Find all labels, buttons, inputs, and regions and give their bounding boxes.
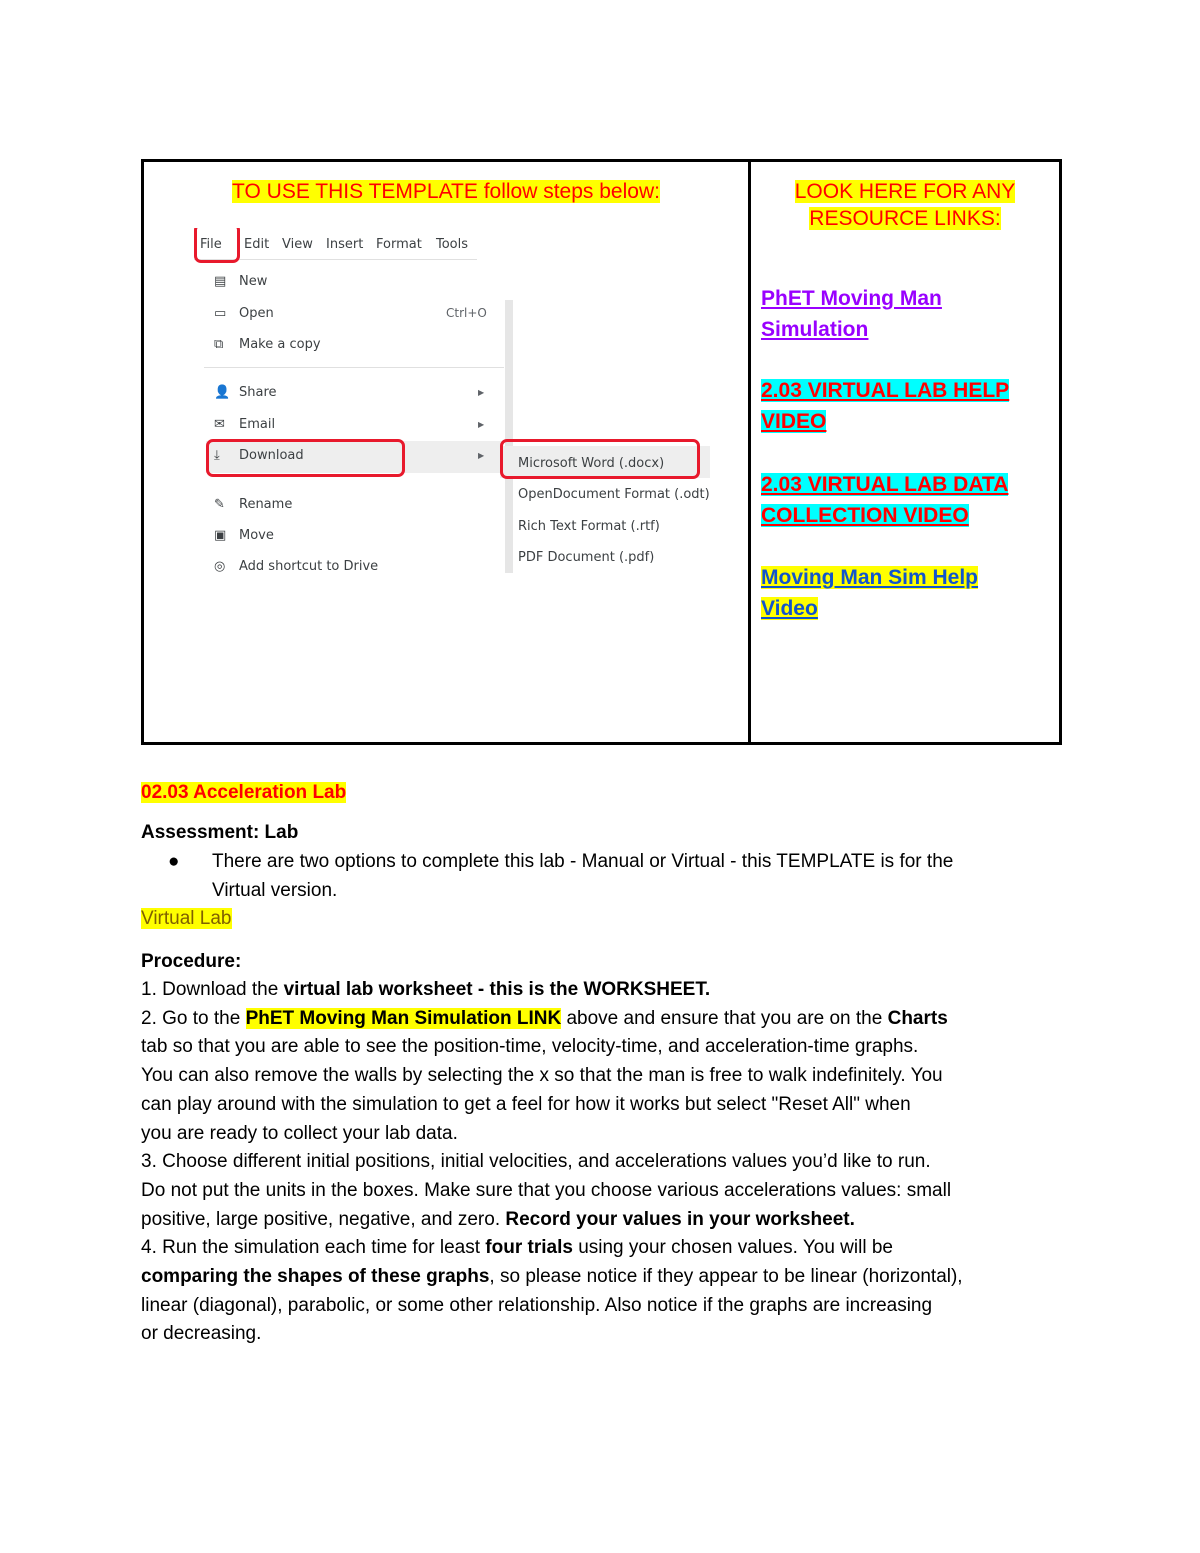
moving-man-sim-help-video-link[interactable]: Moving Man Sim Help Video <box>761 566 979 620</box>
share-person-icon: 👤 <box>214 385 231 400</box>
menubar-view-label: View <box>282 237 313 252</box>
menu-item-rename: ✎ Rename <box>214 497 293 512</box>
submenu-pdf: PDF Document (.pdf) <box>518 550 655 565</box>
lab-title: 02.03 Acceleration Lab <box>141 782 347 803</box>
assessment-label: Assessment: Lab <box>141 822 299 843</box>
virtual-lab-help-video-link[interactable]: 2.03 VIRTUAL LAB HELP VIDEO <box>761 379 1010 433</box>
new-doc-icon: ▤ <box>214 274 227 289</box>
step-2: 2. Go to the PhET Moving Man Simulation LINK above and ensure that you are on the Charts tab so that you are able to see the position-time, velocity-time, and acceleration-time graphs. You can also remove the walls by selecting the x so that the man is free to walk indefinitely. You can play around with the simulation to get a feel for how it works but select "Reset All" when you are ready to collect your lab data. <box>141 1007 948 1144</box>
instructions-heading: TO USE THIS TEMPLATE follow steps below: <box>232 180 660 203</box>
submenu-rtf: Rich Text Format (.rtf) <box>518 519 660 534</box>
pencil-icon: ✎ <box>214 497 225 512</box>
menu-item-move: ▣ Move <box>214 528 274 543</box>
open-shortcut: Ctrl+O <box>446 306 487 320</box>
drive-shortcut-icon: ◎ <box>214 559 226 573</box>
menu-item-add-shortcut: ◎ Add shortcut to Drive <box>214 559 379 573</box>
step-4: 4. Run the simulation each time for least four trials using your chosen values. You will be comparing the shapes of these graphs, so please notice if they appear to be linear (horizontal), linear (diagonal), parabolic, or some other relationship. Also notice if the graphs are increasing or decreasing. <box>141 1237 963 1345</box>
menubar-insert-label: Insert <box>326 237 364 252</box>
phet-simulation-link-ref: PhET Moving Man Simulation LINK <box>245 1007 562 1029</box>
menubar-tools-label: Tools <box>436 237 469 252</box>
menu-item-new: ▤ New <box>214 274 268 289</box>
menu-separator <box>204 367 504 368</box>
menu-item-email: ✉ Email <box>214 417 276 432</box>
menu-item-make-copy: ⧉ Make a copy <box>214 337 321 352</box>
procedure-steps <box>141 976 1066 1349</box>
resources-heading: LOOK HERE FOR ANY RESOURCE LINKS: <box>794 180 1016 230</box>
menu-item-download: ⤓ Download <box>214 448 304 463</box>
docx-callout-box <box>500 439 700 479</box>
file-callout-box <box>194 228 240 263</box>
virtual-lab-data-collection-video-link[interactable]: 2.03 VIRTUAL LAB DATA COLLECTION VIDEO <box>761 473 1009 527</box>
menubar-edit-label: Edit <box>244 237 270 252</box>
step-3: 3. Choose different initial positions, initial velocities, and accelerations values you’d like to run. Do not put the units in the boxes. Make sure that you choose various accelerations values: small positive, large positive, negative, and zero. Record your values in your worksheet. <box>141 1151 952 1230</box>
share-chevron-icon: ▶ <box>478 388 485 397</box>
menubar-file-label: File <box>200 237 222 252</box>
download-icon: ⤓ <box>214 448 220 463</box>
copy-icon: ⧉ <box>214 337 224 352</box>
download-callout-box <box>206 439 405 477</box>
submenu-docx: Microsoft Word (.docx) <box>518 456 665 471</box>
bullet-dot-icon: ● <box>168 851 180 872</box>
step-1: 1. Download the virtual lab worksheet - this is the WORKSHEET. <box>141 979 711 1000</box>
submenu-odt: OpenDocument Format (.odt) <box>518 487 710 502</box>
file-menu-content <box>194 228 714 573</box>
download-chevron-icon: ▶ <box>478 451 485 460</box>
virtual-lab-label: Virtual Lab <box>141 908 232 929</box>
mail-icon: ✉ <box>214 417 225 432</box>
move-folder-icon: ▣ <box>214 528 227 543</box>
menu-item-share: 👤 Share <box>214 385 277 400</box>
phet-moving-man-link[interactable]: PhET Moving Man Simulation <box>761 287 942 341</box>
email-chevron-icon: ▶ <box>478 420 485 429</box>
folder-icon: ▭ <box>214 306 227 321</box>
resources-cell <box>751 162 1059 742</box>
menubar-format-label: Format <box>376 237 422 252</box>
menu-scroll-track <box>505 300 513 573</box>
procedure-heading: Procedure: <box>141 951 242 972</box>
menu-item-open: ▭ Open <box>214 306 274 321</box>
